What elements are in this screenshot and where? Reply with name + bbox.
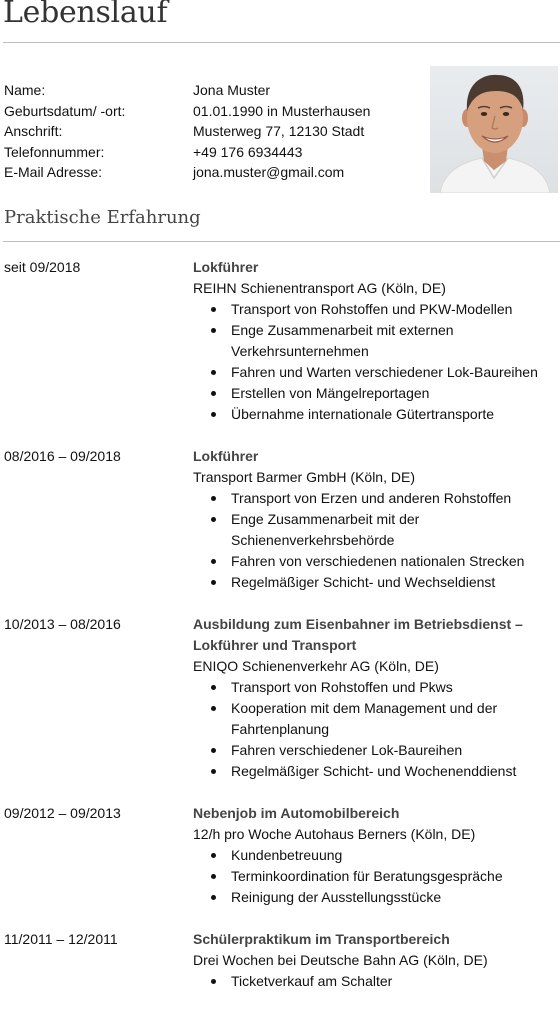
- personal-label: Geburtsdatum/ -ort:: [4, 102, 126, 119]
- personal-info: [4, 80, 414, 183]
- bullet-item: Kundenbetreuung: [193, 845, 560, 866]
- personal-row-email: [4, 162, 414, 183]
- entry-bullets: [193, 845, 560, 908]
- experience-entry: [0, 803, 560, 908]
- experience-entry: [0, 929, 560, 992]
- entry-company: Drei Wochen bei Deutsche Bahn AG (Köln, DE): [193, 952, 488, 968]
- entry-company: Transport Barmer GmbH (Köln, DE): [193, 469, 415, 485]
- entry-body: [193, 614, 560, 782]
- entry-role: Lokführer: [193, 448, 259, 464]
- entry-bullets: [193, 299, 560, 425]
- personal-row-birth: [4, 101, 414, 122]
- entry-body: [193, 929, 560, 992]
- entry-company: ENIQO Schienenverkehr AG (Köln, DE): [193, 658, 439, 674]
- entry-date: seit 09/2018: [4, 259, 81, 275]
- personal-row-name: [4, 80, 414, 101]
- personal-value: +49 176 6934443: [193, 143, 303, 160]
- bullet-item: Transport von Rohstoffen und Pkws: [193, 677, 560, 698]
- entry-company: 12/h pro Woche Autohaus Berners (Köln, DE): [193, 826, 476, 842]
- bullet-item: Regelmäßiger Schicht- und Wechseldienst: [193, 572, 560, 593]
- bullet-item: Reinigung der Ausstellungsstücke: [193, 887, 560, 908]
- bullet-item: Regelmäßiger Schicht- und Wochenenddienst: [193, 761, 560, 782]
- entry-bullets: [193, 971, 560, 992]
- entry-role: Nebenjob im Automobilbereich: [193, 805, 400, 821]
- personal-label: Name:: [4, 82, 46, 98]
- bullet-item: Enge Zusammenarbeit mit der Schienenverkehrsbehörde: [193, 509, 560, 551]
- entry-body: [193, 803, 560, 908]
- entry-role: Lokführer: [193, 259, 259, 275]
- bullet-item: Transport von Rohstoffen und PKW-Modellen: [193, 299, 560, 320]
- personal-value: Jona Muster: [193, 82, 271, 98]
- bullet-item: Ticketverkauf am Schalter: [193, 971, 560, 992]
- entry-body: [193, 446, 560, 593]
- entry-date: 10/2013 – 08/2016: [4, 616, 121, 632]
- personal-row-address: [4, 121, 414, 142]
- bullet-item: Fahren und Warten verschiedener Lok-Baureihen: [193, 362, 560, 383]
- bullet-item: Enge Zusammenarbeit mit externen Verkehrsunternehmen: [193, 320, 560, 362]
- personal-label: E-Mail Adresse:: [4, 164, 103, 180]
- entry-bullets: [193, 488, 560, 593]
- entry-date: 09/2012 – 09/2013: [4, 805, 121, 821]
- experience-list: [0, 257, 560, 1013]
- personal-label: Telefonnummer:: [4, 143, 105, 160]
- experience-entry: [0, 257, 560, 425]
- entry-role: Ausbildung zum Eisenbahner im Betriebsdienst – Lokführer und Transport: [193, 616, 523, 653]
- entry-date: 11/2011 – 12/2011: [4, 931, 118, 947]
- bullet-item: Übernahme internationale Gütertransporte: [193, 404, 560, 425]
- personal-value: Musterweg 77, 12130 Stadt: [193, 123, 365, 139]
- experience-entry: [0, 614, 560, 782]
- personal-value: jona.muster@gmail.com: [193, 164, 345, 180]
- bullet-item: Kooperation mit dem Management und der Fahrtenplanung: [193, 698, 560, 740]
- bullet-item: Fahren von verschiedenen nationalen Strecken: [193, 551, 560, 572]
- bullet-item: Terminkoordination für Beratungsgespräche: [193, 866, 560, 887]
- profile-photo: [430, 66, 558, 193]
- experience-entry: [0, 446, 560, 593]
- entry-body: [193, 257, 560, 425]
- entry-date: 08/2016 – 09/2018: [4, 448, 121, 464]
- entry-role: Schülerpraktikum im Transportbereich: [193, 931, 450, 947]
- bullet-item: Fahren verschiedener Lok-Baureihen: [193, 740, 560, 761]
- section-title: Praktische Erfahrung: [4, 207, 201, 228]
- personal-label: Anschrift:: [4, 123, 63, 139]
- personal-value: 01.01.1990 in Musterhausen: [193, 102, 371, 119]
- section-divider: [3, 241, 560, 242]
- entry-bullets: [193, 677, 560, 782]
- personal-row-phone: [4, 142, 414, 163]
- title-divider: [3, 42, 560, 43]
- bullet-item: Transport von Erzen und anderen Rohstoffen: [193, 488, 560, 509]
- bullet-item: Erstellen von Mängelreportagen: [193, 383, 560, 404]
- entry-company: REIHN Schienentransport AG (Köln, DE): [193, 280, 446, 296]
- page-title: Lebenslauf: [3, 0, 168, 30]
